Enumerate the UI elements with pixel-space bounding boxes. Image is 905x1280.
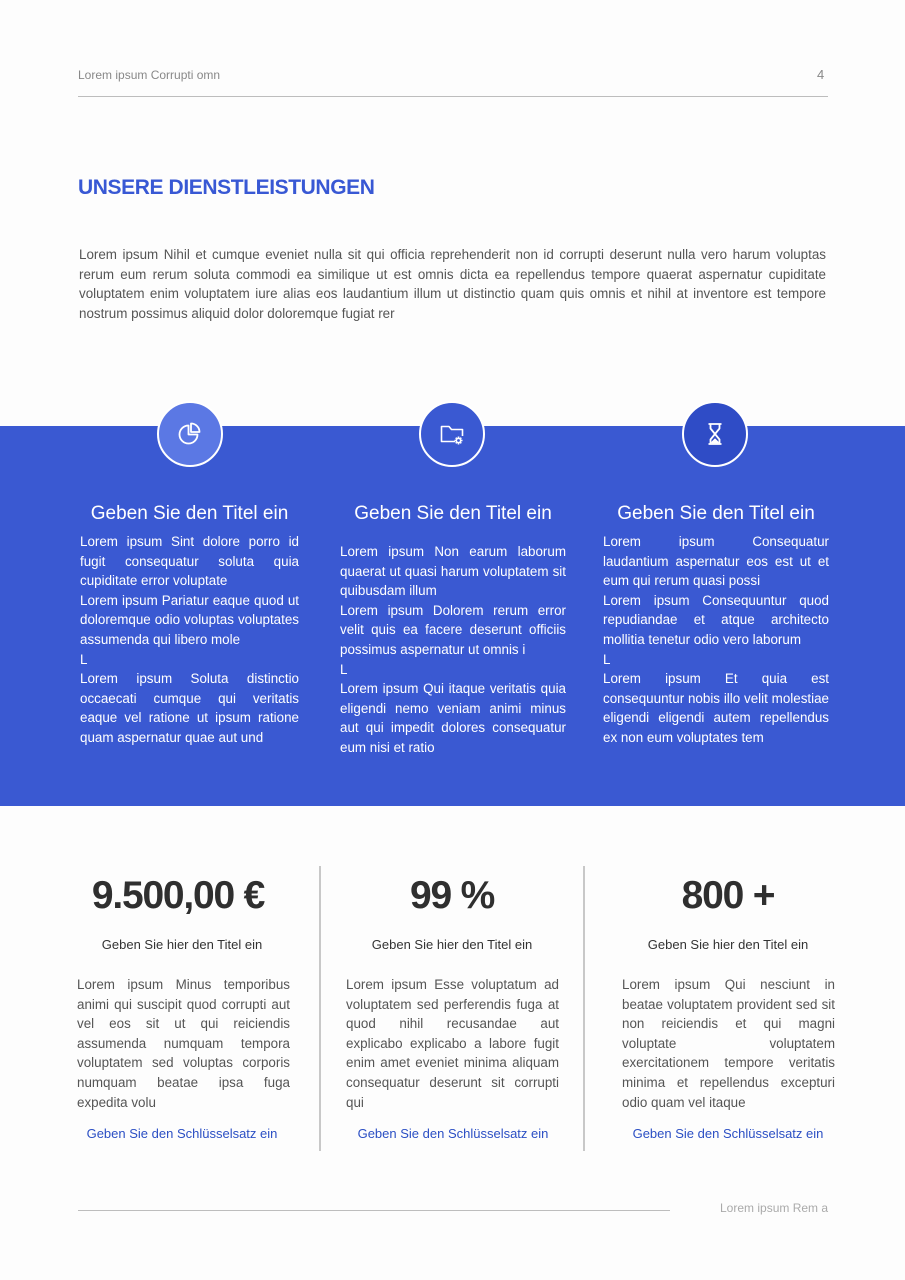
column-divider-2 [583, 866, 585, 1151]
hourglass-icon [682, 401, 748, 467]
folder-gear-icon [419, 401, 485, 467]
service-3-paragraph-3: L [603, 651, 611, 667]
key-phrase-3: Geben Sie den Schlüsselsatz ein [632, 1126, 824, 1141]
stat-subtitle-2: Geben Sie hier den Titel ein [371, 937, 533, 952]
service-1-paragraph-1: Lorem ipsum Sint dolore porro id fugit consequatur soluta quia cupiditate error voluptate [80, 535, 299, 589]
stat-text-2: Lorem ipsum Esse voluptatum ad voluptatem sed perferendis fuga at quod nihil recusandae aut explicabo explicabo a labore fugit enim amet eveniet minima aliquam consequatur deserunt sit corrupti qui [346, 977, 559, 1110]
stat-value-2: 99 % [409, 874, 495, 917]
page-number: 4 [817, 67, 825, 82]
service-2-paragraph-4: Lorem ipsum Qui itaque veritatis quia eligendi nemo veniam animi minus aut qui impedit dolores consequatur eum nisi et ratio [340, 681, 566, 755]
stat-subtitle-3: Geben Sie hier den Titel ein [647, 937, 809, 952]
key-phrase-1: Geben Sie den Schlüsselsatz ein [86, 1126, 278, 1141]
column-divider-1 [319, 866, 321, 1151]
header-title: Lorem ipsum Corrupti omn [78, 68, 221, 82]
footer-divider [78, 1210, 670, 1211]
service-3-paragraph-1: Lorem ipsum Consequatur laudantium aspernatur eos est ut et eum qui rerum quasi possi [603, 535, 829, 589]
section-title: UNSERE DIENSTLEISTUNGEN [78, 176, 375, 199]
stat-value-1: 9.500,00 € [91, 874, 265, 917]
service-title-1: Geben Sie den Titel ein [90, 503, 289, 524]
service-2-paragraph-3: L [340, 661, 348, 677]
service-1-paragraph-4: Lorem ipsum Soluta distinctio occaecati cumque qui veritatis eaque vel ratione ut ipsum ratione quam aspernatur quae aut und [80, 671, 299, 745]
footer-text: Lorem ipsum Rem a [720, 1201, 829, 1215]
intro-paragraph: Lorem ipsum Nihil et cumque eveniet nulla sit qui officia reprehenderit non id corrupti deserunt nulla vero harum voluptas rerum eum rerum soluta commodi ea similique ut est omnis dicta ea repellendus tempore quaerat aspernatur cupiditate voluptatem enim voluptatem iure alias eos laudantium illum ut distinctio quam quis omnis et nihil at inventore est tempore nostrum possimus aliquid dolor doloremque fugiat rer [79, 247, 826, 321]
service-3-paragraph-4: Lorem ipsum Et quia est consequuntur nobis illo velit molestiae eligendi eligendi autem repellendus ex non eum voluptates tem [603, 671, 829, 745]
service-title-2: Geben Sie den Titel ein [354, 503, 552, 524]
service-3-paragraph-2: Lorem ipsum Consequuntur quod repudiandae et atque architecto mollitia tenetur odio vero laborum [603, 592, 829, 647]
stat-subtitle-1: Geben Sie hier den Titel ein [101, 937, 263, 952]
header-divider [78, 96, 828, 97]
stat-value-3: 800 + [681, 874, 775, 917]
service-1-paragraph-2: Lorem ipsum Pariatur eaque quod ut doloremque odio voluptas voluptates assumenda qui libero mole [80, 592, 299, 647]
stat-text-1: Lorem ipsum Minus temporibus animi qui suscipit quod corrupti aut vel eos sit ut qui reiciendis assumenda numquam tempora voluptatem sed voluptas corporis numquam beatae ipsa fuga expedita volu [77, 977, 290, 1110]
service-title-3: Geben Sie den Titel ein [617, 503, 815, 524]
stat-text-3: Lorem ipsum Qui nesciunt in beatae voluptatem provident sed sit non reiciendis et qui magni voluptate voluptatem exercitationem tempore veritatis minima et repellendus excepturi odio quam vel itaque [622, 977, 835, 1110]
service-text-2 [340, 542, 566, 767]
service-2-paragraph-1: Lorem ipsum Non earum laborum quaerat ut quasi harum voluptatem sit quibusdam illum [340, 544, 566, 599]
key-phrase-2: Geben Sie den Schlüsselsatz ein [357, 1126, 549, 1141]
service-2-paragraph-2: Lorem ipsum Dolorem rerum error velit quis ea facere deserunt officiis possimus aspernatur ut omnis i [340, 602, 566, 657]
pie-chart-icon [157, 401, 223, 467]
service-text-1 [80, 535, 299, 767]
service-text-3 [603, 535, 829, 767]
service-1-paragraph-3: L [80, 651, 88, 667]
